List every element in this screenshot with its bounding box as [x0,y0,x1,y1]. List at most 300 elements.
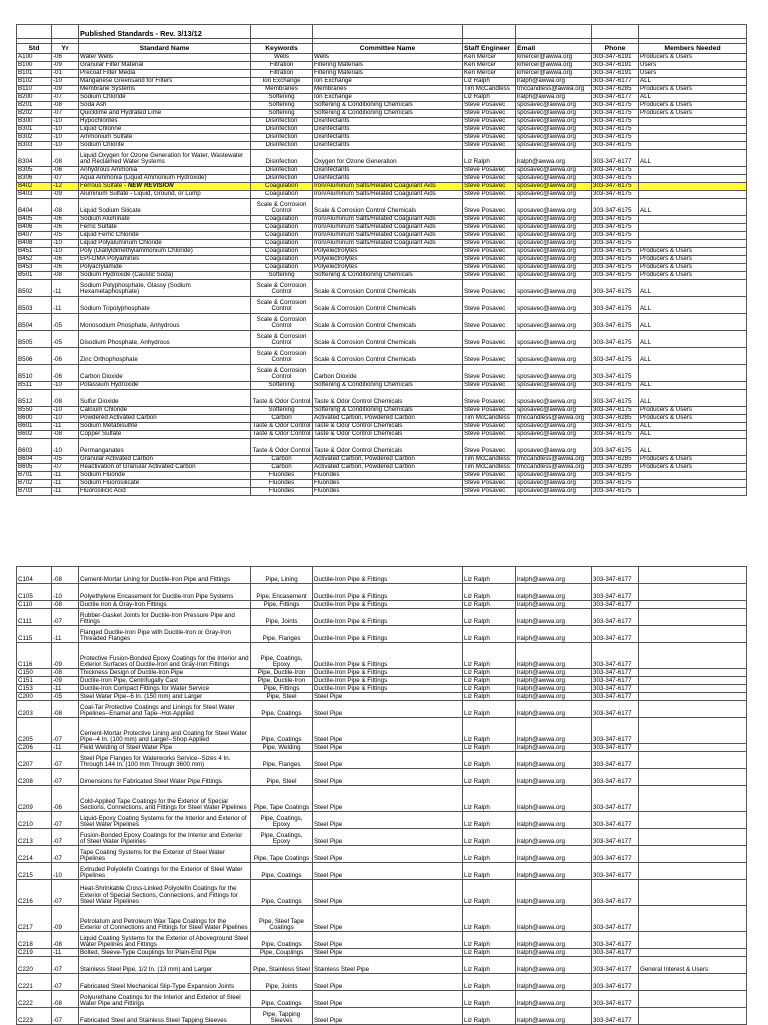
cell-standard-name: Ductile Iron & Gray-Iron Fittings [79,601,251,609]
cell-standard-name: Reactivation of Granular Activated Carbon [79,464,251,472]
cell-committee-name: Oxygen for Ozone Generation [313,150,463,167]
table-row [17,423,747,431]
cell-standard-name: Stainless Steel Pipe, 1/2 In. (13 mm) and Larger [79,957,251,974]
cell-std: B110 [17,86,52,94]
cell-committee-name: Disinfectants [313,118,463,126]
cell-committee-name: Steel Pipe [313,769,463,786]
cell-members-needed [639,643,747,669]
cell-std: B403 [17,191,52,199]
cell-yr: -11 [52,423,79,431]
new-revision-label: NEW REVISION [127,182,174,190]
cell-keywords: Disinfection [251,134,313,142]
table-row [17,240,747,248]
cell-phone: 303-347-6175 [592,224,639,232]
cell-staff-engineer: Steve Posavec [463,331,516,348]
cell-members-needed [639,932,747,949]
cell-members-needed [639,701,747,718]
cell-yr: -06 [52,167,79,175]
cell-yr: -10 [52,78,79,86]
cell-committee-name: Polyelectrolytes [313,256,463,264]
cell-yr: -08 [52,390,79,407]
cell-keywords: Coagulation [251,216,313,224]
table-row [17,685,747,693]
header-yr: Yr [52,44,79,54]
cell-std: C223 [17,1008,52,1025]
header-phone: Phone [592,44,639,54]
cell-yr: -10 [52,118,79,126]
cell-standard-name: Rubber-Gasket Joints for Ductile-Iron Pressure Pipe and Fittings [79,609,251,626]
header-members-needed: Members Needed [639,44,747,54]
cell-std: C221 [17,974,52,991]
table-row [17,957,747,974]
cell-committee-name: Iron/Aluminum Salts/Related Coagulant Aids [313,191,463,199]
cell-keywords: Fluorides [251,480,313,488]
cell-committee-name: Ductile-Iron Pipe & Fittings [313,584,463,601]
cell-keywords: Pipe, Stainless Steel [251,957,313,974]
cell-phone: 303-347-6175 [592,110,639,118]
cell-email: kmercer@awwa.org [516,54,592,62]
cell-standard-name: Polyurethane Coatings for the Interior and Exterior of Steel Water Pipe and Fittings [79,991,251,1008]
cell-yr: -10 [52,248,79,256]
cell-std: B605 [17,464,52,472]
cell-std: B453 [17,264,52,272]
cell-email: sposavec@awwa.org [516,142,592,150]
cell-members-needed: Producers & Users [639,456,747,464]
cell-keywords: Pipe, Tape Coatings [251,846,313,863]
cell-email: lralph@awwa.org [516,769,592,786]
cell-keywords: Scale & Corrosion Control [251,314,313,331]
cell-phone: 303-347-6175 [592,256,639,264]
cell-keywords: Pipe, Joints [251,974,313,991]
cell-members-needed [639,769,747,786]
cell-email: lralph@awwa.org [516,786,592,812]
cell-yr: -06 [52,216,79,224]
cell-yr: -10 [52,240,79,248]
table-row [17,272,747,280]
cell-keywords: Pipe, Coatings, Epoxy [251,643,313,669]
cell-phone: 303-347-6177 [592,932,639,949]
cell-committee-name: Softening & Conditioning Chemicals [313,110,463,118]
cell-committee-name: Softening & Conditioning Chemicals [313,407,463,415]
cell-phone: 303-347-6177 [592,669,639,677]
cell-email: lralph@awwa.org [516,863,592,880]
cell-members-needed [639,693,747,701]
cell-keywords: Pipe, Flanges [251,752,313,769]
cell-staff-engineer: Steve Posavec [463,272,516,280]
cell-phone: 303-347-6177 [592,769,639,786]
cell-committee-name: Scale & Corrosion Control Chemicals [313,331,463,348]
cell-staff-engineer: Steve Posavec [463,175,516,183]
table-row [17,744,747,752]
cell-committee-name: Ductile-Iron Pipe & Fittings [313,643,463,669]
cell-email: sposavec@awwa.org [516,264,592,272]
cell-phone: 303-347-6175 [592,431,639,439]
table-row [17,199,747,216]
cell-members-needed [639,863,747,880]
cell-committee-name: Scale & Corrosion Control Chemicals [313,297,463,314]
cell-standard-name: EPI-DMA Polyamines [79,256,251,264]
cell-std: B550 [17,407,52,415]
cell-phone: 303-347-6175 [592,382,639,390]
cell-yr: -06 [52,264,79,272]
cell-keywords: Coagulation [251,232,313,240]
cell-std: B600 [17,415,52,423]
cell-phone: 303-347-6177 [592,906,639,932]
cell-phone: 303-347-6177 [592,78,639,86]
cell-standard-name: Fluorosilicic Acid [79,488,251,496]
cell-committee-name: Steel Pipe [313,786,463,812]
cell-phone: 303-347-6175 [592,199,639,216]
cell-standard-name: Liquid Oxygen for Ozone Generation for Water, Wastewater and Reclaimed Water Systems [79,150,251,167]
table-row [17,932,747,949]
table-row [17,264,747,272]
cell-phone: 303-347-6175 [592,365,639,382]
table-row [17,584,747,601]
cell-std: B102 [17,78,52,86]
cell-phone: 303-347-6177 [592,744,639,752]
cell-staff-engineer: Liz Ralph [463,974,516,991]
cell-yr: -10 [52,584,79,601]
cell-phone: 303-347-6175 [592,126,639,134]
cell-phone: 303-347-6177 [592,829,639,846]
cell-keywords: Pipe, Encasement [251,584,313,601]
cell-yr: -06 [52,365,79,382]
cell-std: B305 [17,167,52,175]
cell-yr: -11 [52,297,79,314]
cell-keywords: Pipe, Coatings [251,991,313,1008]
header-std: Std [17,44,52,54]
table-row [17,167,747,175]
cell-staff-engineer: Liz Ralph [463,718,516,744]
cell-std: B511 [17,382,52,390]
cell-email: lralph@awwa.org [516,812,592,829]
cell-email: lralph@awwa.org [516,677,592,685]
cell-keywords: Disinfection [251,150,313,167]
cell-std: B407 [17,232,52,240]
cell-standard-name: Polyethylene Encasement for Ductile-Iron Pipe Systems [79,584,251,601]
cell-members-needed [639,949,747,957]
cell-keywords: Pipe, Coatings [251,863,313,880]
cell-phone: 303-347-6175 [592,472,639,480]
cell-email: sposavec@awwa.org [516,167,592,175]
cell-committee-name: Filtering Materials [313,62,463,70]
cell-phone: 303-347-6177 [592,693,639,701]
cell-email: sposavec@awwa.org [516,280,592,297]
cell-email: lralph@awwa.org [516,150,592,167]
cell-members-needed [639,812,747,829]
cell-staff-engineer: Steve Posavec [463,423,516,431]
cell-members-needed [639,744,747,752]
cell-committee-name: Fluorides [313,480,463,488]
cell-standard-name: Fusion-Bonded Epoxy Coatings for the Interior and Exterior of Steel Water Pipelines [79,829,251,846]
cell-email: sposavec@awwa.org [516,314,592,331]
cell-members-needed: ALL [639,94,747,102]
cell-keywords: Taste & Odor Control [251,390,313,407]
cell-committee-name: Steel Pipe [313,744,463,752]
cell-committee-name: Scale & Corrosion Control Chemicals [313,314,463,331]
cell-committee-name: Ion Exchange [313,94,463,102]
cell-keywords: Filtration [251,70,313,78]
cell-email: lralph@awwa.org [516,949,592,957]
cell-keywords: Pipe, Ductile-Iron [251,669,313,677]
cell-yr: -08 [52,932,79,949]
cell-phone: 303-347-6177 [592,786,639,812]
cell-staff-engineer: Steve Posavec [463,134,516,142]
cell-members-needed [639,991,747,1008]
cell-standard-name: Polyacrylamide [79,264,251,272]
cell-email: sposavec@awwa.org [516,183,592,191]
cell-staff-engineer: Steve Posavec [463,199,516,216]
table-row [17,701,747,718]
cell-email: sposavec@awwa.org [516,240,592,248]
cell-standard-name: Hypochlorites [79,118,251,126]
cell-staff-engineer: Steve Posavec [463,142,516,150]
cell-keywords: Disinfection [251,142,313,150]
cell-staff-engineer: Liz Ralph [463,626,516,643]
cell-phone: 303-347-6177 [592,880,639,906]
table-row [17,829,747,846]
cell-phone: 303-347-6175 [592,191,639,199]
table-row [17,102,747,110]
cell-members-needed [639,232,747,240]
cell-standard-name: Sulfur Dioxide [79,390,251,407]
cell-phone: 303-347-6177 [592,584,639,601]
cell-staff-engineer: Ken Mercer [463,62,516,70]
cell-std: B202 [17,110,52,118]
cell-std: C111 [17,609,52,626]
cell-staff-engineer: Tim McCandless [463,464,516,472]
cell-keywords: Pipe, Steel Tape Coatings [251,906,313,932]
cell-yr: -08 [52,431,79,439]
cell-standard-name: Liquid Polyaluminum Chloride [79,240,251,248]
cell-standard-name: Cement-Mortar Lining for Ductile-Iron Pipe and Fittings [79,567,251,584]
cell-email: sposavec@awwa.org [516,439,592,456]
cell-staff-engineer: Liz Ralph [463,786,516,812]
table-row [17,94,747,102]
cell-yr: -06 [52,256,79,264]
cell-standard-name: Ammonium Sulfate [79,134,251,142]
cell-phone: 303-347-6177 [592,863,639,880]
cell-phone: 303-347-6175 [592,280,639,297]
cell-staff-engineer: Liz Ralph [463,949,516,957]
cell-staff-engineer: Liz Ralph [463,880,516,906]
cell-standard-name: Potassium Hydroxide [79,382,251,390]
cell-standard-name: Ferric Sulfate [79,224,251,232]
cell-committee-name: Iron/Aluminum Salts/Related Coagulant Aids [313,224,463,232]
cell-keywords: Scale & Corrosion Control [251,280,313,297]
cell-committee-name: Steel Pipe [313,701,463,718]
cell-keywords: Scale & Corrosion Control [251,365,313,382]
cell-committee-name: Steel Pipe [313,932,463,949]
cell-members-needed [639,906,747,932]
cell-keywords: Pipe, Joints [251,609,313,626]
cell-email: lralph@awwa.org [516,1008,592,1025]
cell-yr: -07 [52,110,79,118]
cell-email: lralph@awwa.org [516,609,592,626]
cell-staff-engineer: Liz Ralph [463,829,516,846]
cell-keywords: Pipe, Fittings [251,685,313,693]
cell-keywords: Softening [251,110,313,118]
cell-std: B505 [17,331,52,348]
cell-email: sposavec@awwa.org [516,175,592,183]
cell-standard-name: Membrane Systems [79,86,251,94]
cell-standard-name: Ductile-Iron Pipe, Centrifugally Cast [79,677,251,685]
cell-committee-name: Ductile-Iron Pipe & Fittings [313,626,463,643]
cell-members-needed: ALL [639,439,747,456]
cell-phone: 303-347-6285 [592,415,639,423]
cell-yr: -05 [52,693,79,701]
cell-phone: 303-347-6175 [592,240,639,248]
table-row [17,248,747,256]
cell-members-needed: ALL [639,331,747,348]
cell-keywords: Softening [251,407,313,415]
cell-phone: 303-347-6191 [592,70,639,78]
cell-std: C213 [17,829,52,846]
cell-email: lralph@awwa.org [516,932,592,949]
cell-standard-name: Liquid Chlorine [79,126,251,134]
cell-yr: -07 [52,957,79,974]
cell-phone: 303-347-6175 [592,175,639,183]
cell-staff-engineer: Steve Posavec [463,118,516,126]
cell-standard-name: Protective Fusion-Bonded Epoxy Coatings for the Interior and Exterior Surfaces of Ductile-Iron and Gray-Iron Fittings [79,643,251,669]
cell-keywords: Pipe, Coatings [251,880,313,906]
cell-standard-name: Calcium Chloride [79,407,251,415]
cell-yr: -09 [52,906,79,932]
cell-members-needed [639,677,747,685]
cell-members-needed: ALL [639,199,747,216]
cell-email: lralph@awwa.org [516,957,592,974]
cell-standard-name: Granular Activated Carbon [79,456,251,464]
cell-email: sposavec@awwa.org [516,118,592,126]
cell-yr: -07 [52,812,79,829]
cell-phone: 303-347-6175 [592,264,639,272]
cell-std: C208 [17,769,52,786]
cell-committee-name: Membranes [313,86,463,94]
cell-committee-name: Steel Pipe [313,974,463,991]
cell-committee-name: Scale & Corrosion Control Chemicals [313,199,463,216]
cell-staff-engineer: Liz Ralph [463,812,516,829]
cell-std: C151 [17,677,52,685]
cell-members-needed [639,718,747,744]
cell-email: lralph@awwa.org [516,906,592,932]
cell-staff-engineer: Steve Posavec [463,167,516,175]
cell-std: B406 [17,224,52,232]
cell-staff-engineer: Steve Posavec [463,224,516,232]
table-row [17,183,747,191]
table-row [17,669,747,677]
cell-committee-name: Carbon Dioxide [313,365,463,382]
cell-email: tmccandless@awwa.org [516,464,592,472]
table-row [17,232,747,240]
cell-std: C115 [17,626,52,643]
cell-phone: 303-347-6285 [592,86,639,94]
cell-phone: 303-347-6177 [592,150,639,167]
cell-standard-name: Thickness Design of Ductile-Iron Pipe [79,669,251,677]
cell-std: B302 [17,134,52,142]
cell-committee-name: Iron/Aluminum Salts/Related Coagulant Aids [313,240,463,248]
table-row [17,62,747,70]
cell-committee-name: Taste & Odor Control Chemicals [313,431,463,439]
cell-email: sposavec@awwa.org [516,256,592,264]
cell-keywords: Softening [251,102,313,110]
cell-std: C200 [17,693,52,701]
cell-members-needed [639,183,747,191]
cell-staff-engineer: Liz Ralph [463,957,516,974]
cell-yr: -08 [52,272,79,280]
cell-committee-name: Iron/Aluminum Salts/Related Coagulant Aids [313,232,463,240]
cell-members-needed [639,175,747,183]
cell-committee-name: Scale & Corrosion Control Chemicals [313,280,463,297]
cell-standard-name: Field Welding of Steel Water Pipe [79,744,251,752]
cell-keywords: Pipe, Steel [251,693,313,701]
cell-std: C150 [17,669,52,677]
cell-yr: -05 [52,232,79,240]
cell-members-needed: ALL [639,280,747,297]
cell-staff-engineer: Liz Ralph [463,669,516,677]
cell-keywords: Pipe, Fittings [251,601,313,609]
cell-yr: -07 [52,175,79,183]
cell-keywords: Coagulation [251,224,313,232]
cell-committee-name: Steel Pipe [313,880,463,906]
cell-phone: 303-347-6191 [592,54,639,62]
cell-phone: 303-347-6177 [592,957,639,974]
table-row [17,752,747,769]
table-row [17,118,747,126]
cell-email: sposavec@awwa.org [516,126,592,134]
cell-keywords: Filtration [251,62,313,70]
cell-standard-name: Steel Water Pipe--6 In. (150 mm) and Larger [79,693,251,701]
cell-committee-name: Steel Pipe [313,829,463,846]
cell-keywords: Disinfection [251,167,313,175]
cell-std: B201 [17,102,52,110]
cell-std: B502 [17,280,52,297]
cell-standard-name: Precoat Filter Media [79,70,251,78]
cell-committee-name: Disinfectants [313,142,463,150]
cell-standard-name: Liquid-Epoxy Coating Systems for the Interior and Exterior of Steel Water Pipelines [79,812,251,829]
cell-keywords: Coagulation [251,191,313,199]
cell-email: lralph@awwa.org [516,880,592,906]
cell-staff-engineer: Liz Ralph [463,94,516,102]
cell-phone: 303-347-6177 [592,601,639,609]
cell-committee-name: Activated Carbon, Powdered Carbon [313,464,463,472]
cell-yr: -08 [52,991,79,1008]
cell-standard-name: Anhydrous Ammonia [79,167,251,175]
cell-members-needed: ALL [639,423,747,431]
cell-std: C214 [17,846,52,863]
header-email: Email [516,44,592,54]
cell-email: sposavec@awwa.org [516,423,592,431]
cell-keywords: Coagulation [251,248,313,256]
cell-staff-engineer: Ken Mercer [463,70,516,78]
table-row [17,812,747,829]
cell-std: B200 [17,94,52,102]
cell-committee-name: Fluorides [313,472,463,480]
cell-staff-engineer: Steve Posavec [463,191,516,199]
cell-standard-name: Poly (Diallyldimethylammonium Chloride) [79,248,251,256]
cell-committee-name: Steel Pipe [313,949,463,957]
cell-keywords: Fluorides [251,488,313,496]
cell-std: B303 [17,142,52,150]
table-row [17,863,747,880]
cell-staff-engineer: Steve Posavec [463,232,516,240]
table-row [17,365,747,382]
page-title: Published Standards - Rev. 3/13/12 [79,25,251,39]
cell-std: B603 [17,439,52,456]
cell-standard-name: Copper Sulfate [79,431,251,439]
cell-yr: -05 [52,456,79,464]
cell-staff-engineer: Liz Ralph [463,1008,516,1025]
header-committee-name: Committee Name [313,44,463,54]
